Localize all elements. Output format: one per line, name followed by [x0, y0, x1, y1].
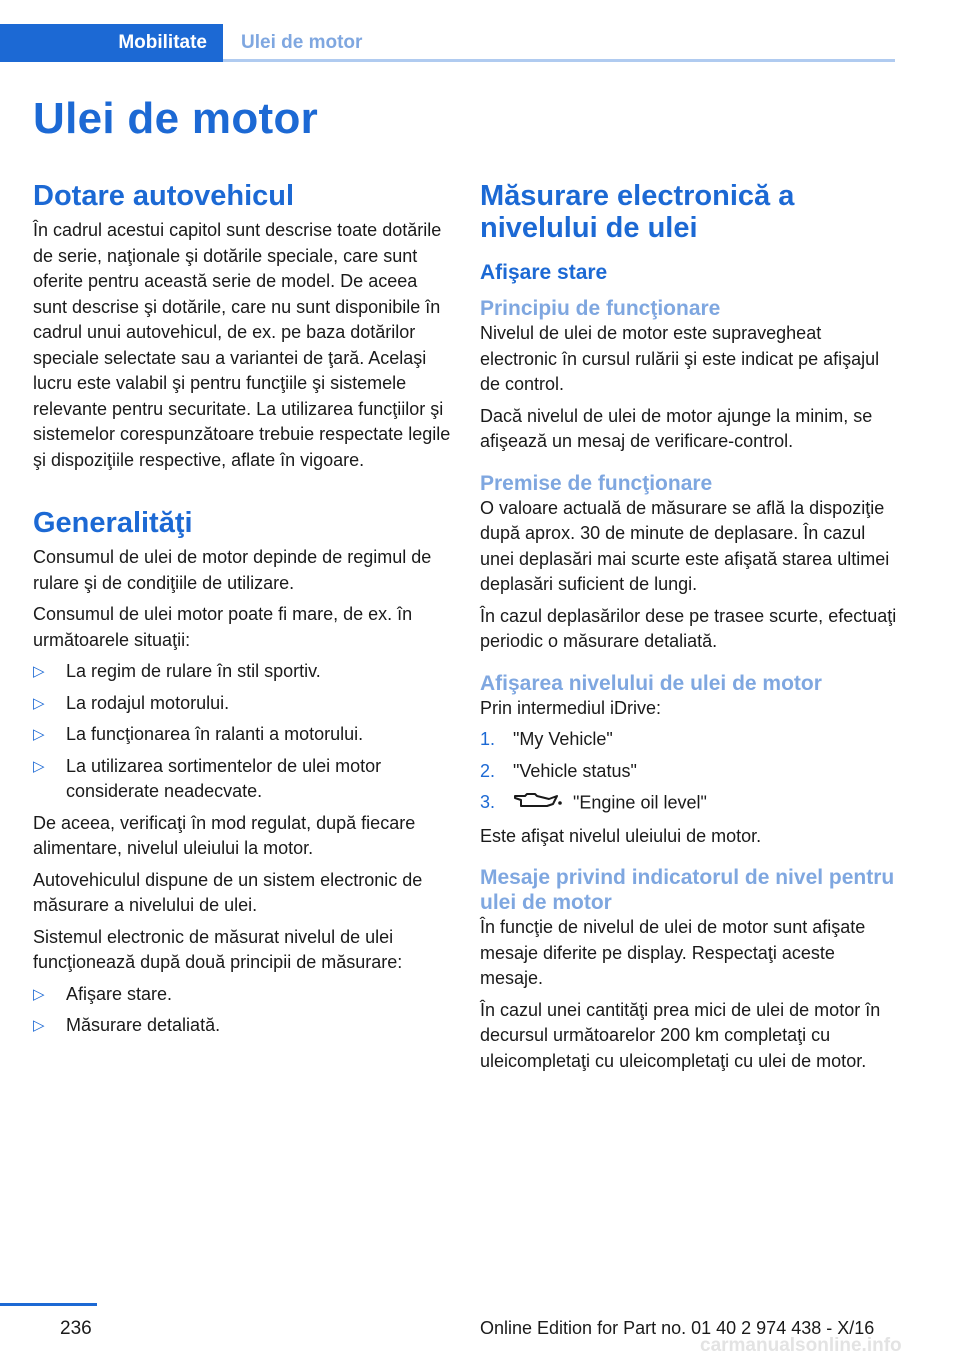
display-paragraph-1: Prin intermediul iDrive:: [480, 697, 662, 718]
triangle-bullet-icon: ▷: [33, 757, 45, 775]
equipment-text: În cadrul acestui capitol sunt descrise toate dotările de serie, naţionale şi dotările speciale, care sunt oferite pentru această serie de model. De aceea sunt descrise şi dotările, care nu sunt disponibile în cadrul unui autovehicul, de ex. pe baza dotărilor speciale selectate sau a variantei de ţară. Acelaşi lucru este valabil şi pentru funcţiile şi sistemele relevante pentru securitate. La utilizarea funcţiilor şi sistemelor corespunzătoare trebuie respectate legile şi dispoziţiile respective, aflate în vigoare.: [33, 220, 451, 470]
general-paragraph-1: Consumul de ulei de motor depinde de regimul de rulare şi de condiţiile de utilizare.: [33, 547, 432, 593]
equipment-heading: Dotare autovehicul: [33, 180, 295, 212]
header-rule: [0, 59, 895, 62]
list-item: 2. "Vehicle status": [480, 759, 900, 785]
triangle-bullet-icon: ▷: [33, 694, 45, 712]
principle-paragraph-2: Dacă nivelul de ulei de motor ajunge la minim, se afişează un mesaj de verificare-control.: [480, 405, 873, 451]
triangle-bullet-icon: ▷: [33, 1017, 45, 1034]
page-number: 236: [60, 1318, 92, 1339]
operating-requirements-heading: Premise de funcţionare: [480, 471, 713, 495]
oil-level-messages-heading: Mesaje privind indicatorul de nivel pentru ulei de motor: [480, 866, 895, 914]
general-heading: Generalităţi: [33, 507, 193, 539]
step-number: 3.: [480, 792, 496, 812]
messages-paragraph-1: În funcţie de nivelul de ulei de motor sunt afişate mesaje diferite pe display. Respectaţi aceste mesaje.: [480, 917, 866, 988]
list-item: ▷ Măsurare detaliată.: [33, 1013, 451, 1039]
list-item: 3. "Engine oil level": [480, 790, 900, 818]
messages-paragraph-2: În cazul unei cantităţi prea mici de ulei de motor în decursul următoarelor 200 km completaţi cu uleicompletaţi cu uleicompletaţi cu ulei de motor.: [480, 999, 881, 1071]
step-number: 1.: [480, 729, 496, 749]
principle-paragraph-1: Nivelul de ulei de motor este supravegheat electronic în cursul rulării şi este indicat pe afişajul de control.: [480, 323, 880, 394]
watermark: carmanualsonline.info: [700, 1335, 902, 1356]
principles-list: [33, 982, 451, 1039]
list-item: ▷ La regim de rulare în stil sportiv.: [33, 659, 451, 685]
display-paragraph-2: Este afişat nivelul uleiului de motor.: [480, 825, 762, 846]
operating-principle-heading: Principiu de funcţionare: [480, 297, 721, 320]
edition-text: Online Edition for Part no. 01 40 2 974 438 - X/16: [480, 1318, 875, 1338]
footer-rule: [0, 1303, 97, 1306]
list-item: ▷ La utilizarea sortimentelor de ulei motor considerate neadecvate.: [33, 755, 382, 801]
triangle-bullet-icon: ▷: [33, 663, 45, 680]
general-paragraph-5: Sistemul electronic de măsurat nivelul de ulei funcţionează după două principii de măsurare:: [33, 926, 403, 972]
page-header: [0, 24, 895, 62]
triangle-bullet-icon: ▷: [33, 726, 45, 743]
oil-level-display-heading: Afişarea nivelului de ulei de motor: [480, 671, 822, 695]
steps-list: [480, 727, 900, 818]
list-item: ▷ La funcţionarea în ralanti a motorului.: [33, 722, 451, 748]
measurement-heading: Măsurare electronică a nivelului de ulei: [480, 180, 795, 244]
general-paragraph-2: Consumul de ulei motor poate fi mare, de ex. în următoarele situaţii:: [33, 604, 413, 650]
page-title: Ulei de motor: [33, 94, 319, 143]
step-number: 2.: [480, 760, 496, 781]
list-item: ▷ Afişare stare.: [33, 982, 451, 1008]
situations-list: [33, 659, 451, 805]
list-item: ▷ La rodajul motorului.: [33, 691, 451, 717]
status-display-heading: Afişare stare: [480, 261, 608, 284]
list-item: 1. "My Vehicle": [480, 727, 900, 753]
section-tab: Mobilitate: [0, 24, 223, 62]
right-column: [480, 180, 900, 1080]
left-column: [33, 180, 451, 1045]
general-paragraph-3: De aceea, verificaţi în mod regulat, după fiecare alimentare, nivelul uleiului la motor.: [33, 812, 416, 858]
triangle-bullet-icon: ▷: [33, 985, 45, 1003]
premise-paragraph-1: O valoare actuală de măsurare se află la dispoziţie după aprox. 30 de minute de deplasare. În cazul unei deplasări mai scurte este afişată starea ultimei deplasări suficient de lungi.: [480, 497, 890, 594]
premise-paragraph-2: În cazul deplasărilor dese pe trasee scurte, efectuaţi periodic o măsurare detaliată.: [480, 605, 897, 651]
general-paragraph-4: Autovehiculul dispune de un sistem electronic de măsurare a nivelului de ulei.: [33, 869, 423, 915]
chapter-tab: Ulei de motor: [241, 32, 363, 53]
oil-can-icon: [513, 790, 565, 818]
